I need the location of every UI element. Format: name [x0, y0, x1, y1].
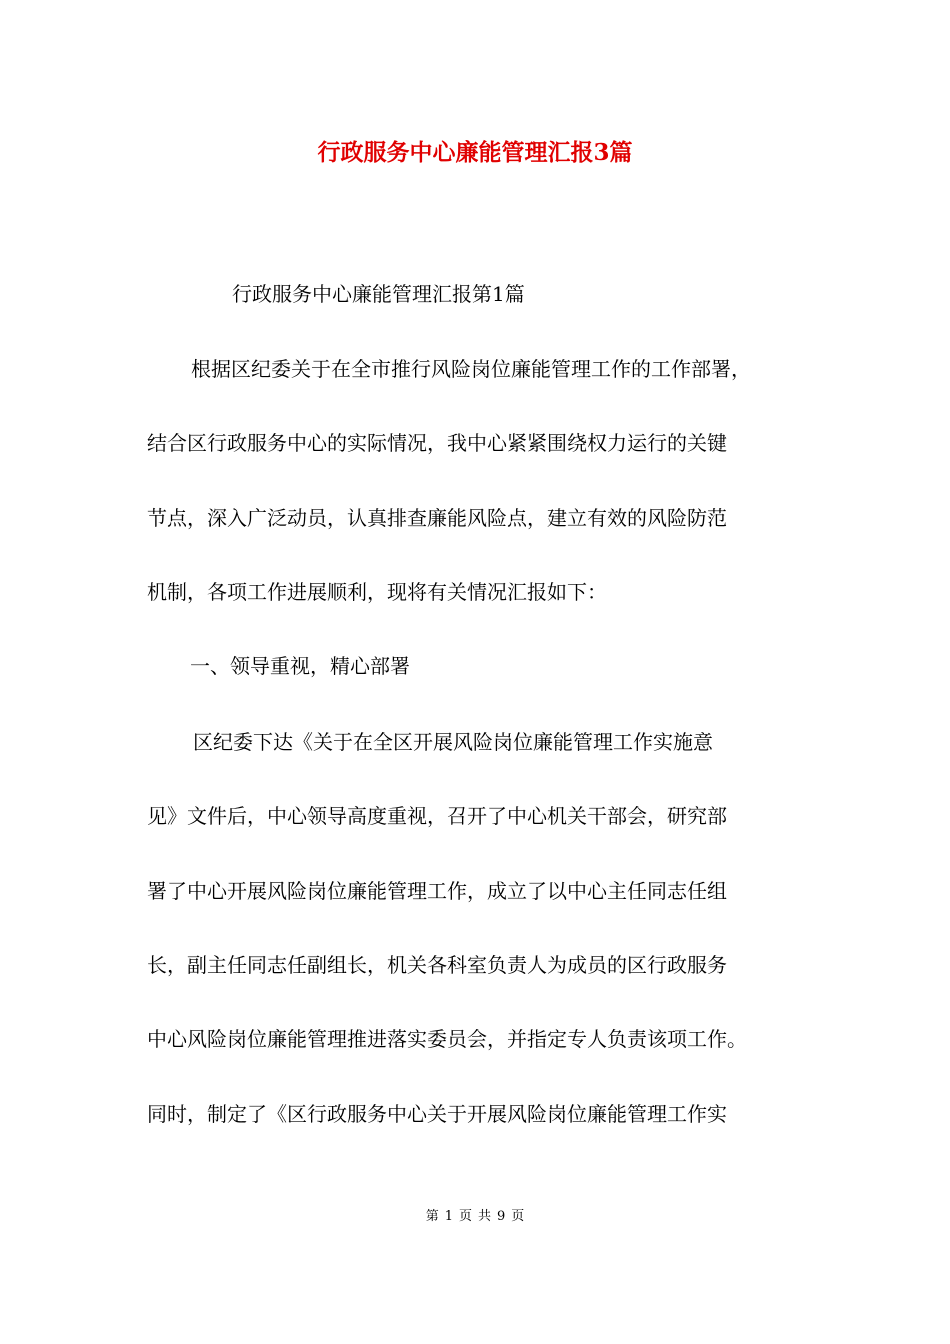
paragraph-line: 机制，各项工作进展顺利，现将有关情况汇报如下： — [147, 580, 607, 604]
paragraph-line: 长，副主任同志任副组长，机关各科室负责人为成员的区行政服务 — [147, 953, 727, 977]
paragraph-line: 署了中心开展风险岗位廉能管理工作，成立了以中心主任同志任组 — [147, 879, 727, 903]
page-title: 行政服务中心廉能管理汇报3篇 — [317, 139, 633, 166]
section-heading: 一、领导重视，精心部署 — [190, 654, 410, 678]
paragraph-line: 同时，制定了《区行政服务中心关于开展风险岗位廉能管理工作实 — [147, 1102, 727, 1126]
footer-word: 页 — [511, 1209, 525, 1224]
page-number: 1 — [444, 1209, 453, 1224]
page-footer — [0, 1208, 950, 1226]
footer-word: 页 — [458, 1209, 472, 1224]
paragraph-line: 结合区行政服务中心的实际情况，我中心紧紧围绕权力运行的关键 — [147, 431, 727, 455]
paragraph-line: 节点，深入广泛动员，认真排查廉能风险点，建立有效的风险防范 — [147, 506, 727, 530]
paragraph-line: 根据区纪委关于在全市推行风险岗位廉能管理工作的工作部署， — [191, 357, 751, 381]
footer-word: 共 — [478, 1209, 492, 1224]
paragraph-line: 区纪委下达《关于在全区开展风险岗位廉能管理工作实施意 — [193, 730, 713, 754]
section-subtitle: 行政服务中心廉能管理汇报第1篇 — [232, 282, 525, 306]
total-pages: 9 — [497, 1209, 506, 1224]
paragraph-line: 见》文件后，中心领导高度重视，召开了中心机关干部会，研究部 — [147, 804, 727, 828]
footer-word: 第 — [425, 1209, 439, 1224]
paragraph-line: 中心风险岗位廉能管理推进落实委员会，并指定专人负责该项工作。 — [147, 1027, 747, 1051]
